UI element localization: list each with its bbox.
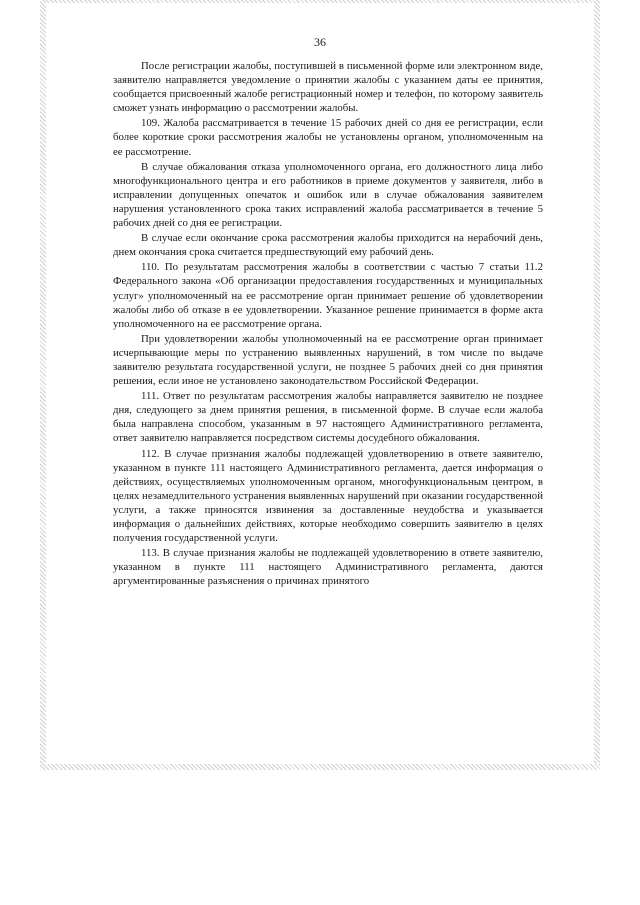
paragraph: 113. В случае признания жалобы не подлежащей удовлетворению в ответе заявителю, указанном в пункте 111 настоящего Административного регламента, даются аргументированные разъяснения о причинах принятого [113, 547, 543, 588]
scan-border-bottom [40, 764, 600, 770]
paragraph: В случае обжалования отказа уполномоченного органа, его должностного лица либо многофункционального центра и его работников в приеме документов у заявителя, либо в исправлении допущенных опечаток и ошибок или в случае обжалования заявителем нарушения установленного срока таких исправлений жалоба рассматривается в течение 5 рабочих дней со дня ее регистрации. [113, 160, 543, 230]
paragraph: В случае если окончание срока рассмотрения жалобы приходится на нерабочий день, днем окончания срока считается предшествующий ему рабочий день. [113, 232, 543, 259]
document-body [113, 59, 543, 589]
paragraph: 110. По результатам рассмотрения жалобы в соответствии с частью 7 статьи 11.2 Федерального закона «Об организации предоставления государственных и муниципальных услуг» уполномоченный на ее рассмотрение орган принимает решение об удовлетворении жалобы либо об отказе в ее удовлетворении. Указанное решение принимается в форме акта уполномоченного на ее рассмотрение органа. [113, 261, 543, 330]
scan-border-top [40, 0, 600, 3]
paragraph: 109. Жалоба рассматривается в течение 15 рабочих дней со дня ее регистрации, если более короткие сроки рассмотрения жалобы не установлены органом, уполномоченным на ее рассмотрение. [113, 117, 543, 158]
paragraph: После регистрации жалобы, поступившей в письменной форме или электронном виде, заявителю направляется уведомление о принятии жалобы с указанием даты ее принятия, сообщается присвоенный жалобе регистрационный номер и телефон, по которому заявитель сможет узнать информацию о рассмотрении жалобы. [113, 60, 543, 115]
paragraph: 112. В случае признания жалобы подлежащей удовлетворению в ответе заявителю, указанном в пункте 111 настоящего Административного регламента, дается информация о действиях, осуществляемых уполномоченным органом, многофункциональным центром, в целях незамедлительного устранения выявленных нарушений при оказании государственной услуги, а также приносятся извинения за доставленные неудобства и указывается информация о дальнейших действиях, которые необходимо совершить заявителю в целях получения государственной услуги. [113, 447, 543, 545]
paragraph: При удовлетворении жалобы уполномоченный на ее рассмотрение орган принимает исчерпывающие меры по устранению выявленных нарушений, в том числе по выдаче заявителю результата государственной услуги, не позднее 5 рабочих дней со дня принятия решения, если иное не установлено законодательством Российской Федерации. [113, 332, 543, 388]
scan-border-right [594, 0, 600, 770]
scan-border-left [40, 0, 46, 770]
paragraph: 111. Ответ по результатам рассмотрения жалобы направляется заявителю не позднее дня, следующего за днем принятия решения, в письменной форме. В случае если жалоба была направлена способом, указанным в 97 настоящего Административного регламента, ответ заявителю направляется посредством системы досудебного обжалования. [113, 390, 543, 445]
page-number: 36 [314, 35, 326, 49]
